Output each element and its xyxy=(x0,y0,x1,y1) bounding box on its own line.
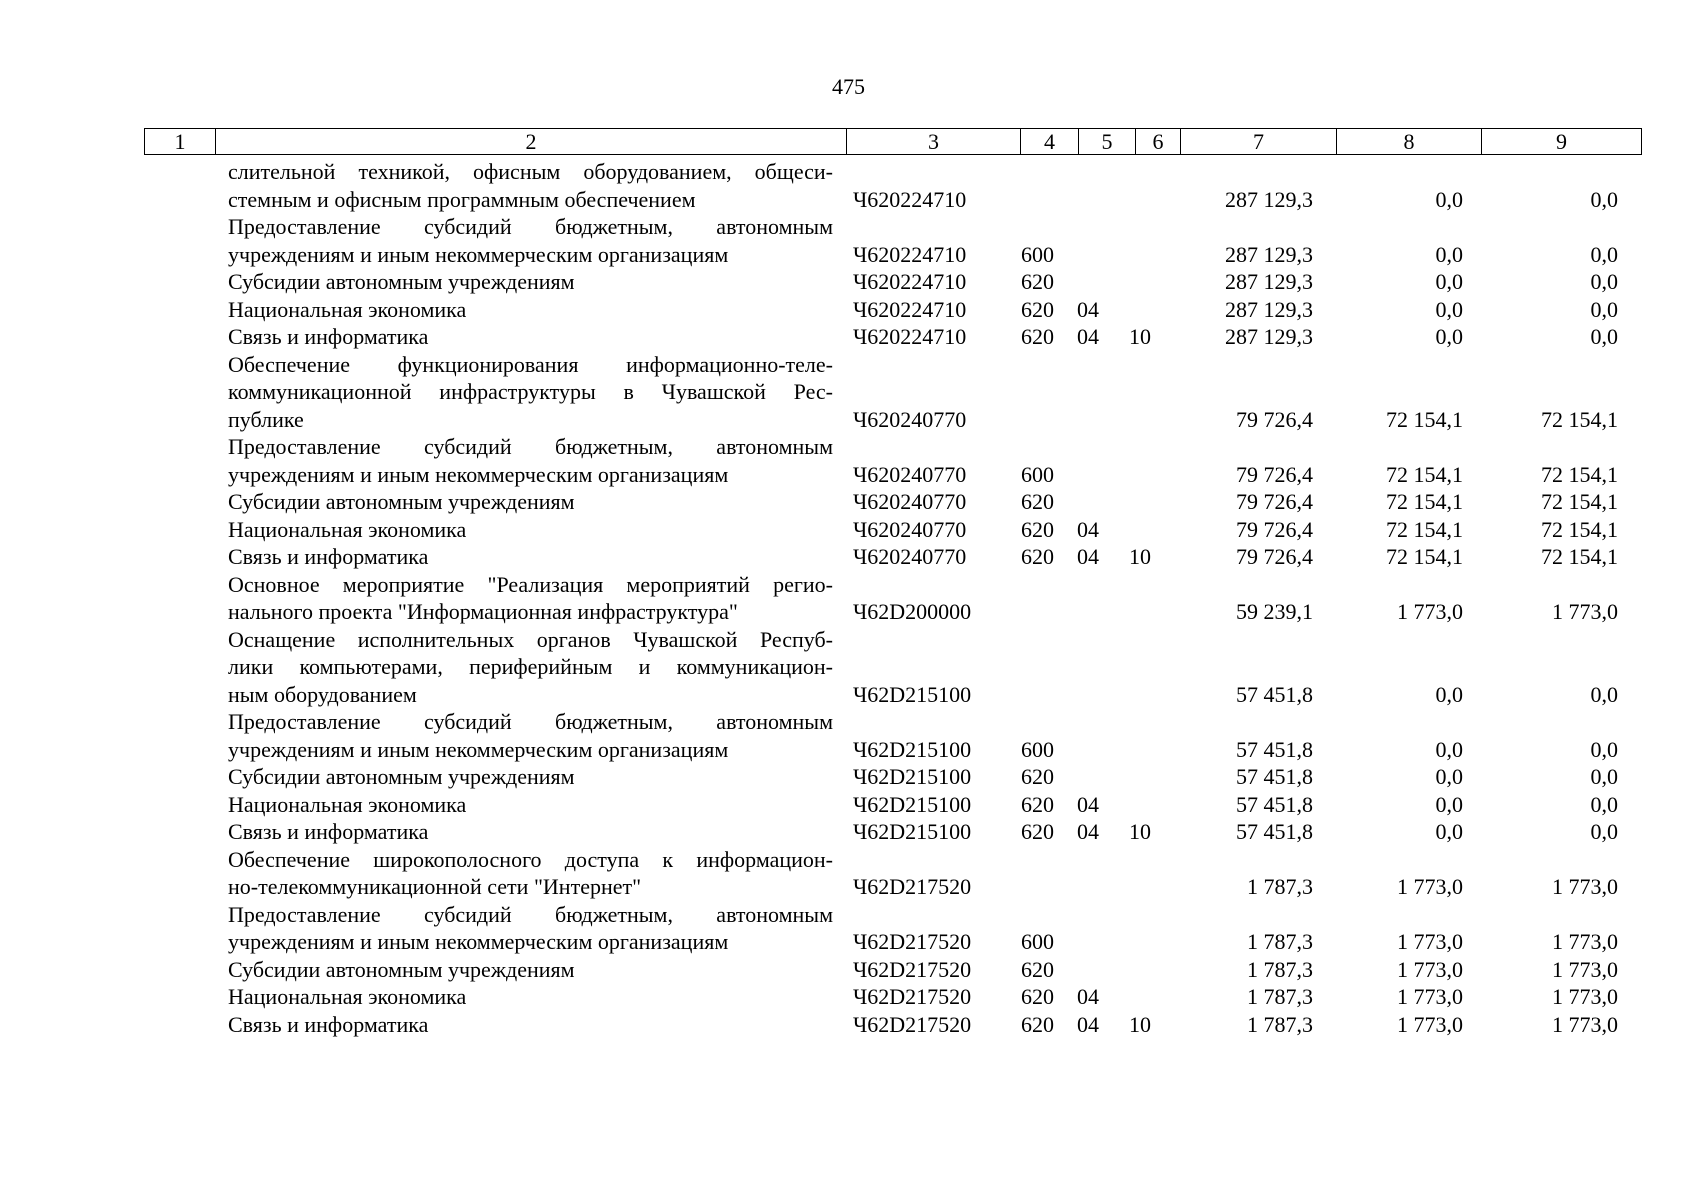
amount-col-7: 1 787,3 xyxy=(1247,984,1313,1009)
amount-col-9: 0,0 xyxy=(1590,791,1618,817)
expense-type-code: 620 xyxy=(1021,791,1054,817)
header-col-3: 3 xyxy=(847,129,1021,155)
target-article-code: Ч620224710 xyxy=(853,296,967,322)
amount-col-9: 0,0 xyxy=(1590,324,1618,349)
table-row xyxy=(144,433,1648,488)
amount-col-9: 1 773,0 xyxy=(1552,599,1618,624)
row-description xyxy=(215,983,833,1011)
amount-col-8: 72 154,1 xyxy=(1386,489,1463,514)
description-line: Субсидии автономным учреждениям xyxy=(228,489,575,514)
amount-col-9: 0,0 xyxy=(1590,186,1618,212)
description-line: Оснащение исполнительных органов Чувашской Респуб- xyxy=(228,626,833,652)
row-description xyxy=(215,543,833,571)
amount-col-8: 0,0 xyxy=(1435,791,1463,817)
description-line: коммуникационной инфраструктуры в Чувашской Рес- xyxy=(228,379,833,404)
amount-col-9: 1 773,0 xyxy=(1552,874,1618,899)
amount-col-8: 0,0 xyxy=(1435,186,1463,212)
target-article-code: Ч62D217520 xyxy=(853,956,972,982)
amount-col-8: 0,0 xyxy=(1435,241,1463,267)
section-code: 04 xyxy=(1077,1011,1099,1037)
expense-type-code: 620 xyxy=(1021,956,1054,982)
expense-type-code: 620 xyxy=(1021,296,1054,322)
amount-col-9: 0,0 xyxy=(1590,296,1618,322)
section-code: 04 xyxy=(1077,984,1099,1009)
amount-col-8: 72 154,1 xyxy=(1386,516,1463,542)
amount-col-9: 72 154,1 xyxy=(1541,516,1618,542)
amount-col-7: 287 129,3 xyxy=(1225,269,1313,294)
row-description xyxy=(215,846,833,901)
description-line: учреждениям и иным некоммерческим организациям xyxy=(228,241,729,267)
row-description xyxy=(215,158,833,213)
amount-col-9: 1 773,0 xyxy=(1552,1011,1618,1037)
amount-col-7: 57 451,8 xyxy=(1236,819,1313,844)
target-article-code: Ч620224710 xyxy=(853,324,967,349)
table-row xyxy=(144,516,1648,544)
section-code: 04 xyxy=(1077,324,1099,349)
table-row xyxy=(144,351,1648,434)
amount-col-8: 0,0 xyxy=(1435,819,1463,844)
amount-col-7: 57 451,8 xyxy=(1236,736,1313,762)
description-line: лики компьютерами, периферийным и коммуникацион- xyxy=(228,654,833,679)
header-col-9: 9 xyxy=(1482,129,1642,155)
description-line: учреждениям и иным некоммерческим организациям xyxy=(228,461,729,487)
amount-col-7: 79 726,4 xyxy=(1236,461,1313,487)
expense-type-code: 600 xyxy=(1021,461,1054,487)
expense-type-code: 600 xyxy=(1021,736,1054,762)
description-line: Субсидии автономным учреждениям xyxy=(228,956,575,982)
description-line: но-телекоммуникационной сети "Интернет" xyxy=(228,874,642,899)
description-line: учреждениям и иным некоммерческим организациям xyxy=(228,736,729,762)
target-article-code: Ч62D217520 xyxy=(853,1011,972,1037)
amount-col-9: 0,0 xyxy=(1590,736,1618,762)
target-article-code: Ч62D217520 xyxy=(853,929,972,954)
table-row xyxy=(144,983,1648,1011)
amount-col-7: 287 129,3 xyxy=(1225,296,1313,322)
row-description xyxy=(215,516,833,544)
subsection-code: 10 xyxy=(1129,819,1151,844)
amount-col-7: 1 787,3 xyxy=(1247,929,1313,954)
amount-col-7: 287 129,3 xyxy=(1225,186,1313,212)
row-description xyxy=(215,571,833,626)
amount-col-7: 79 726,4 xyxy=(1236,489,1313,514)
description-line: Связь и информатика xyxy=(228,324,429,349)
row-description xyxy=(215,323,833,351)
description-line: Национальная экономика xyxy=(228,984,467,1009)
section-code: 04 xyxy=(1077,296,1099,322)
amount-col-8: 0,0 xyxy=(1435,764,1463,789)
amount-col-7: 1 787,3 xyxy=(1247,1011,1313,1037)
description-line: слительной техникой, офисным оборудованием, общеси- xyxy=(228,159,833,184)
expense-type-code: 620 xyxy=(1021,1011,1054,1037)
table-row xyxy=(144,158,1648,213)
description-line: Связь и информатика xyxy=(228,819,429,844)
amount-col-9: 72 154,1 xyxy=(1541,544,1618,569)
expense-type-code: 600 xyxy=(1021,241,1054,267)
table-row xyxy=(144,956,1648,984)
row-description xyxy=(215,901,833,956)
amount-col-9: 0,0 xyxy=(1590,241,1618,267)
row-description xyxy=(215,956,833,984)
amount-col-8: 0,0 xyxy=(1435,324,1463,349)
section-code: 04 xyxy=(1077,791,1099,817)
amount-col-8: 1 773,0 xyxy=(1397,929,1463,954)
amount-col-9: 0,0 xyxy=(1590,269,1618,294)
row-description xyxy=(215,708,833,763)
amount-col-7: 1 787,3 xyxy=(1247,874,1313,899)
header-col-5: 5 xyxy=(1079,129,1136,155)
header-col-2: 2 xyxy=(216,129,847,155)
target-article-code: Ч62D215100 xyxy=(853,681,972,707)
subsection-code: 10 xyxy=(1129,324,1151,349)
row-description xyxy=(215,351,833,434)
description-line: Обеспечение функционирования информационно-теле- xyxy=(228,351,833,377)
description-line: Предоставление субсидий бюджетным, автономным xyxy=(228,709,833,734)
expense-type-code: 620 xyxy=(1021,489,1054,514)
target-article-code: Ч62D217520 xyxy=(853,874,972,899)
column-number-header xyxy=(144,128,1642,155)
target-article-code: Ч62D215100 xyxy=(853,764,972,789)
description-line: Обеспечение широкополосного доступа к информацион- xyxy=(228,846,833,872)
expense-type-code: 620 xyxy=(1021,269,1054,294)
table-row xyxy=(144,296,1648,324)
description-line: стемным и офисным программным обеспечением xyxy=(228,186,696,212)
amount-col-7: 79 726,4 xyxy=(1236,544,1313,569)
amount-col-8: 1 773,0 xyxy=(1397,956,1463,982)
amount-col-8: 0,0 xyxy=(1435,269,1463,294)
row-description xyxy=(215,818,833,846)
target-article-code: Ч620240770 xyxy=(853,544,967,569)
description-line: Предоставление субсидий бюджетным, автономным xyxy=(228,434,833,459)
description-line: Предоставление субсидий бюджетным, автономным xyxy=(228,214,833,239)
amount-col-7: 1 787,3 xyxy=(1247,956,1313,982)
target-article-code: Ч620240770 xyxy=(853,461,967,487)
amount-col-8: 72 154,1 xyxy=(1386,406,1463,432)
table-row xyxy=(144,818,1648,846)
amount-col-7: 57 451,8 xyxy=(1236,681,1313,707)
description-line: Субсидии автономным учреждениям xyxy=(228,764,575,789)
description-line: Национальная экономика xyxy=(228,296,467,322)
table-row xyxy=(144,901,1648,956)
header-col-7: 7 xyxy=(1181,129,1337,155)
description-line: Субсидии автономным учреждениям xyxy=(228,269,575,294)
target-article-code: Ч62D215100 xyxy=(853,791,972,817)
description-line: Национальная экономика xyxy=(228,791,467,817)
header-col-8: 8 xyxy=(1337,129,1482,155)
table-row xyxy=(144,571,1648,626)
amount-col-9: 72 154,1 xyxy=(1541,406,1618,432)
amount-col-7: 57 451,8 xyxy=(1236,791,1313,817)
row-description xyxy=(215,488,833,516)
description-line: Национальная экономика xyxy=(228,516,467,542)
amount-col-9: 0,0 xyxy=(1590,819,1618,844)
row-description xyxy=(215,791,833,819)
table-row xyxy=(144,488,1648,516)
target-article-code: Ч62D200000 xyxy=(853,599,972,624)
target-article-code: Ч62D215100 xyxy=(853,736,972,762)
amount-col-7: 59 239,1 xyxy=(1236,599,1313,624)
description-line: ным оборудованием xyxy=(228,681,417,707)
amount-col-9: 1 773,0 xyxy=(1552,956,1618,982)
table-row xyxy=(144,763,1648,791)
target-article-code: Ч620240770 xyxy=(853,489,967,514)
expense-type-code: 620 xyxy=(1021,764,1054,789)
amount-col-7: 79 726,4 xyxy=(1236,516,1313,542)
row-description xyxy=(215,433,833,488)
amount-col-9: 72 154,1 xyxy=(1541,461,1618,487)
description-line: Предоставление субсидий бюджетным, автономным xyxy=(228,901,833,927)
table-row xyxy=(144,1011,1648,1039)
target-article-code: Ч620240770 xyxy=(853,516,967,542)
table-row xyxy=(144,708,1648,763)
subsection-code: 10 xyxy=(1129,1011,1151,1037)
page-number: 475 xyxy=(832,74,865,99)
table-row xyxy=(144,626,1648,709)
header-col-4: 4 xyxy=(1021,129,1079,155)
section-code: 04 xyxy=(1077,516,1099,542)
target-article-code: Ч62D215100 xyxy=(853,819,972,844)
section-code: 04 xyxy=(1077,819,1099,844)
amount-col-7: 287 129,3 xyxy=(1225,324,1313,349)
expense-type-code: 620 xyxy=(1021,984,1054,1009)
amount-col-9: 1 773,0 xyxy=(1552,984,1618,1009)
target-article-code: Ч620224710 xyxy=(853,241,967,267)
expense-type-code: 620 xyxy=(1021,544,1054,569)
amount-col-8: 1 773,0 xyxy=(1397,1011,1463,1037)
amount-col-8: 0,0 xyxy=(1435,681,1463,707)
description-line: нального проекта "Информационная инфраструктура" xyxy=(228,599,738,624)
amount-col-8: 0,0 xyxy=(1435,296,1463,322)
target-article-code: Ч620224710 xyxy=(853,186,967,212)
subsection-code: 10 xyxy=(1129,544,1151,569)
section-code: 04 xyxy=(1077,544,1099,569)
description-line: учреждениям и иным некоммерческим организациям xyxy=(228,929,729,954)
table-row xyxy=(144,323,1648,351)
description-line: Связь и информатика xyxy=(228,544,429,569)
table-row xyxy=(144,543,1648,571)
description-line: Связь и информатика xyxy=(228,1011,429,1037)
header-col-6: 6 xyxy=(1136,129,1181,155)
description-line: Основное мероприятие "Реализация мероприятий регио- xyxy=(228,571,833,597)
expense-type-code: 620 xyxy=(1021,819,1054,844)
table-row xyxy=(144,791,1648,819)
target-article-code: Ч620224710 xyxy=(853,269,967,294)
amount-col-8: 1 773,0 xyxy=(1397,599,1463,624)
budget-table-body xyxy=(144,158,1648,1038)
amount-col-8: 72 154,1 xyxy=(1386,544,1463,569)
amount-col-8: 72 154,1 xyxy=(1386,461,1463,487)
amount-col-7: 57 451,8 xyxy=(1236,764,1313,789)
expense-type-code: 600 xyxy=(1021,929,1054,954)
row-description xyxy=(215,268,833,296)
header-col-1: 1 xyxy=(145,129,216,155)
target-article-code: Ч62D217520 xyxy=(853,984,972,1009)
amount-col-8: 1 773,0 xyxy=(1397,874,1463,899)
amount-col-9: 0,0 xyxy=(1590,764,1618,789)
target-article-code: Ч620240770 xyxy=(853,406,967,432)
expense-type-code: 620 xyxy=(1021,324,1054,349)
row-description xyxy=(215,213,833,268)
description-line: публике xyxy=(228,406,304,432)
amount-col-8: 0,0 xyxy=(1435,736,1463,762)
row-description xyxy=(215,296,833,324)
amount-col-8: 1 773,0 xyxy=(1397,984,1463,1009)
table-row xyxy=(144,268,1648,296)
amount-col-7: 287 129,3 xyxy=(1225,241,1313,267)
amount-col-9: 1 773,0 xyxy=(1552,929,1618,954)
row-description xyxy=(215,763,833,791)
expense-type-code: 620 xyxy=(1021,516,1054,542)
table-row xyxy=(144,846,1648,901)
table-row xyxy=(144,213,1648,268)
amount-col-7: 79 726,4 xyxy=(1236,406,1313,432)
amount-col-9: 0,0 xyxy=(1590,681,1618,707)
row-description xyxy=(215,626,833,709)
amount-col-9: 72 154,1 xyxy=(1541,489,1618,514)
row-description xyxy=(215,1011,833,1039)
